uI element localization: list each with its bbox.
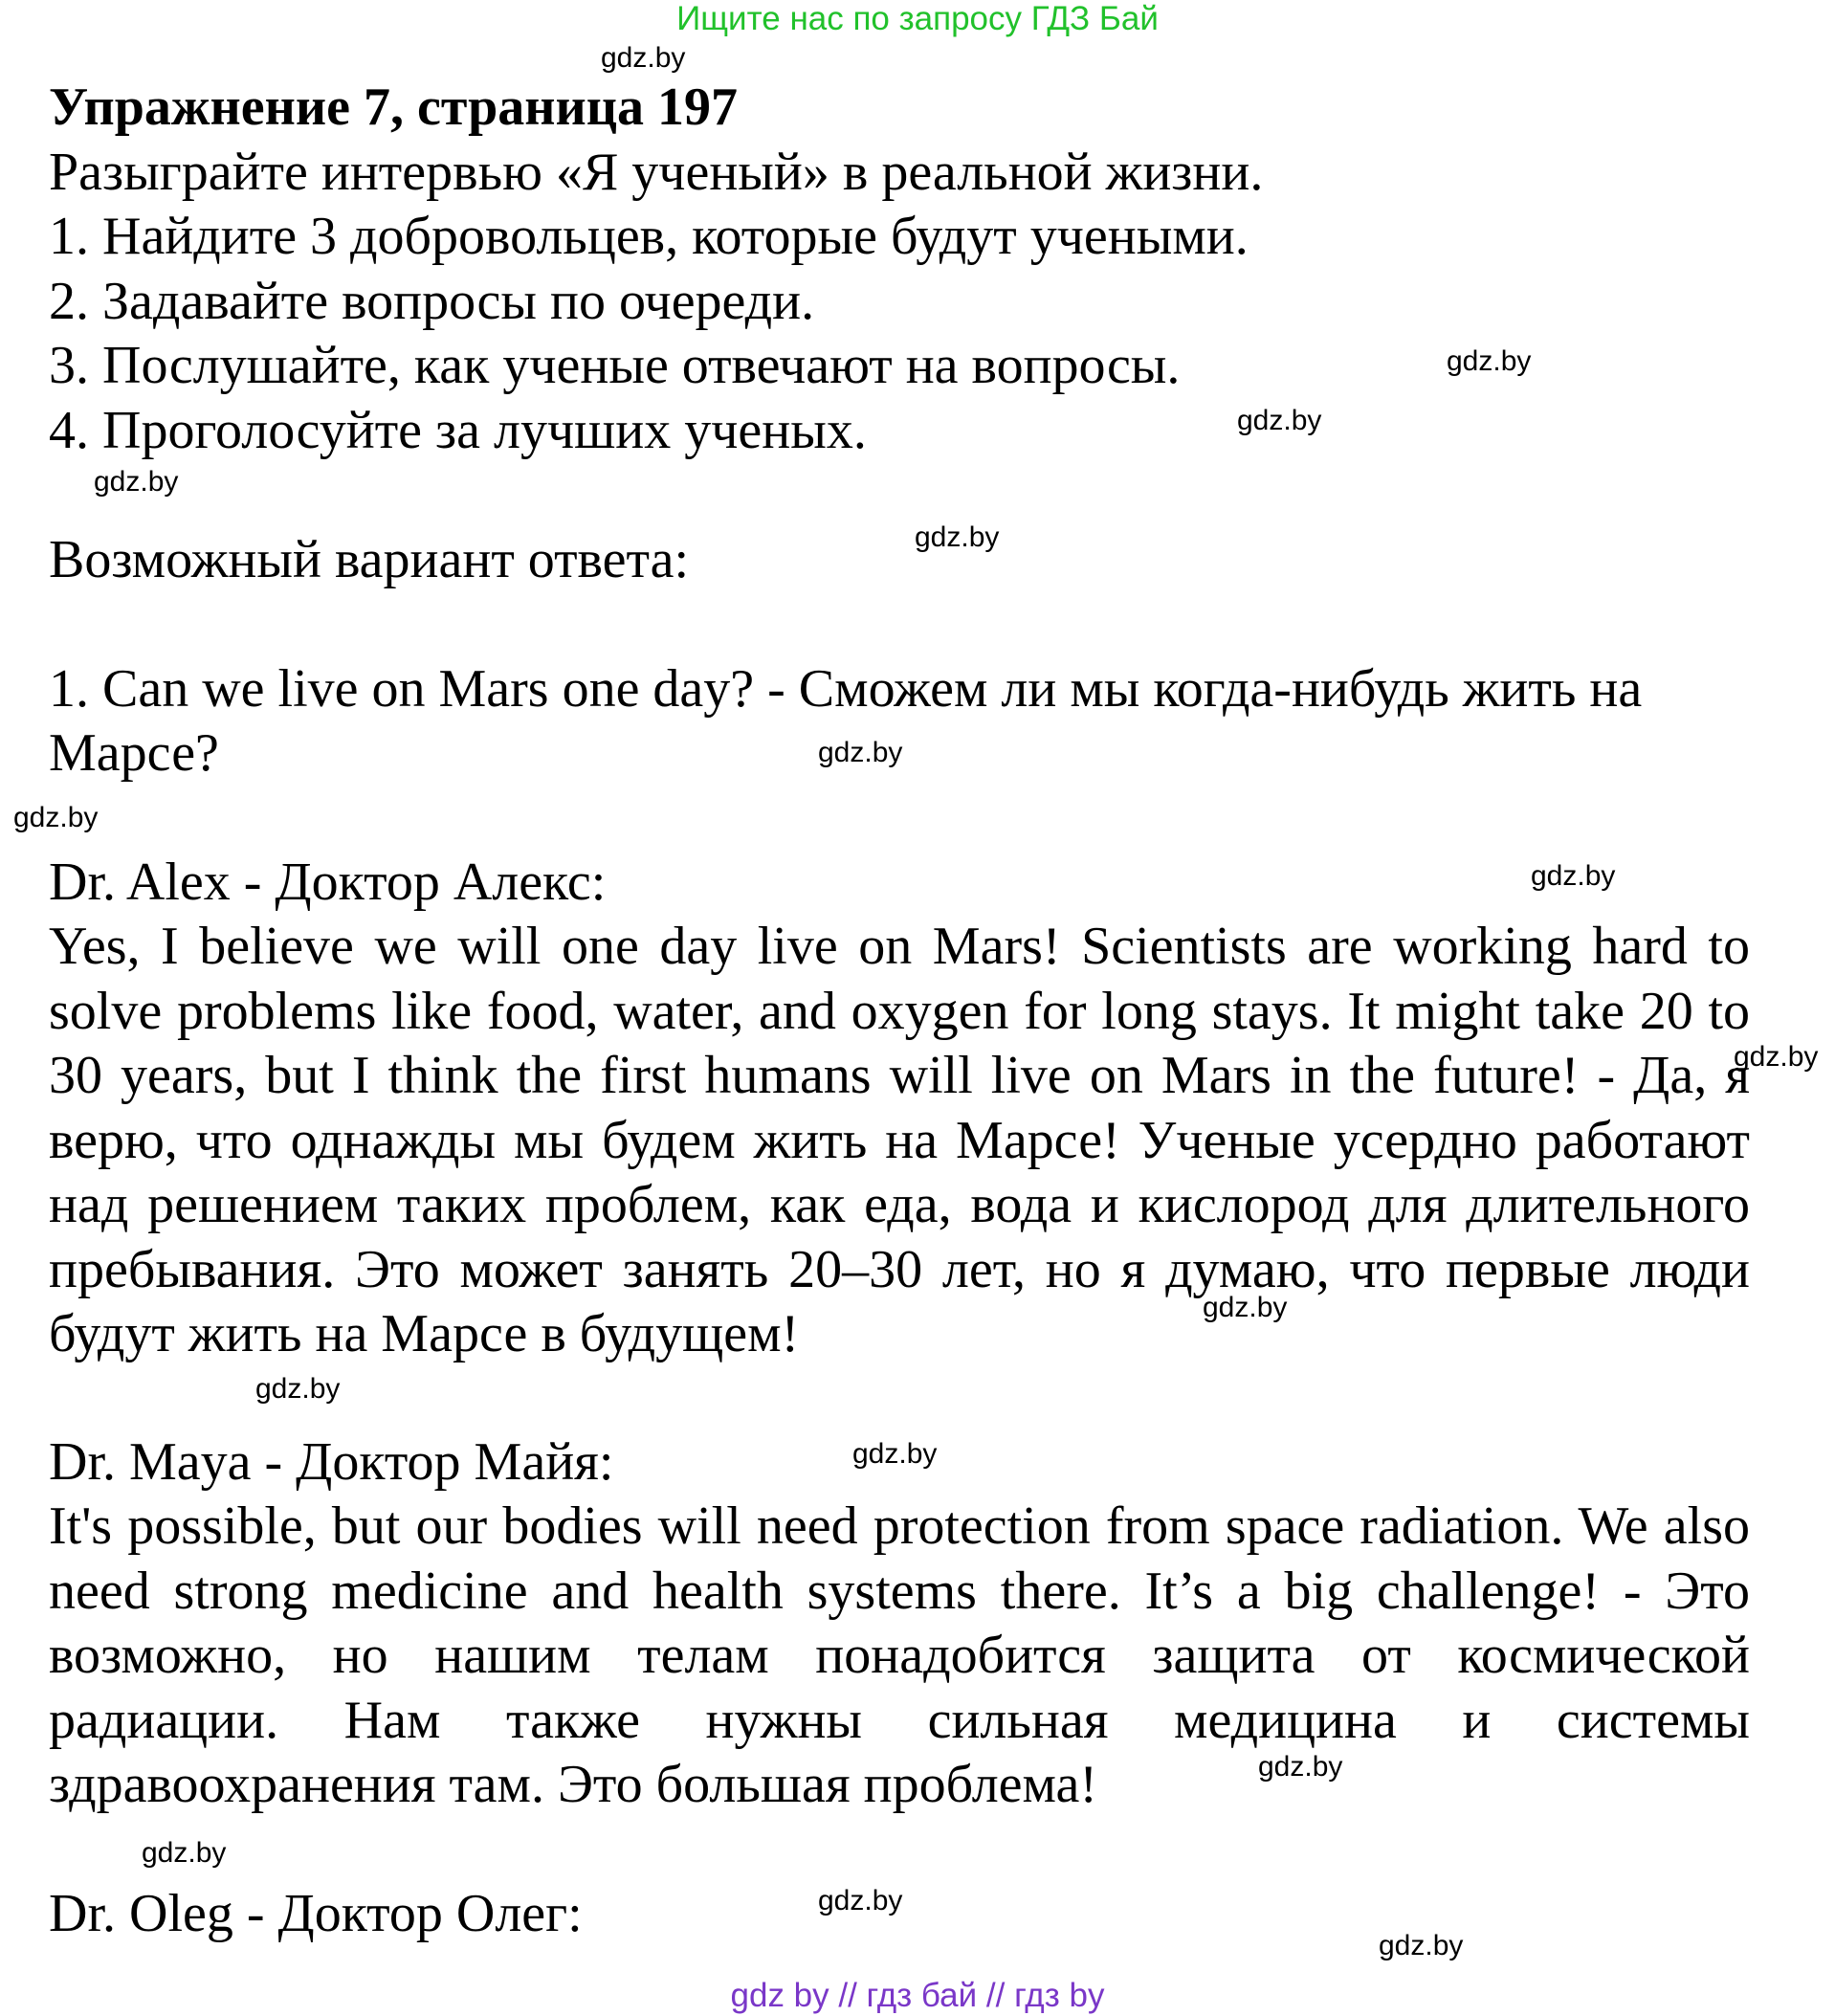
task-intro: Разыграйте интервью «Я ученый» в реальной жизни. xyxy=(49,142,1264,202)
watermark: gdz.by xyxy=(1531,860,1616,892)
watermark: gdz.by xyxy=(818,1885,903,1916)
speaker-name: Dr. Maya - Доктор Майя: xyxy=(49,1431,614,1492)
watermark: gdz.by xyxy=(255,1373,341,1405)
watermark: gdz.by xyxy=(94,466,179,498)
exercise-title: Упражнение 7, страница 197 xyxy=(49,78,739,137)
task-step: 2. Задавайте вопросы по очереди. xyxy=(49,271,815,331)
watermark: gdz.by xyxy=(1203,1292,1288,1323)
speaker-answer: Yes, I believe we will one day live on Mars! Scientists are working hard to solve problems like food, water, and oxygen for long stays. It might take 20 to 30 years, but I think the first humans will live on Mars in the future! - Да, я верю, что однажды мы будем жить на Марсе! Ученые усердно работают над решением таких проблем, как еда, вода и кислород для длительного пребывания. Это может занять 20–30 лет, но я думаю, что первые люди будут жить на Марсе в будущем! xyxy=(49,917,1750,1363)
watermark: gdz.by xyxy=(1237,405,1322,436)
speaker-answer: It's possible, but our bodies will need protection from space radiation. We also need strong medicine and health systems there. It’s a big challenge! - Это возможно, но нашим телам понадобится защита от космической радиации. Нам также нужны сильная медицина и системы здравоохранения там. Это большая проблема! xyxy=(49,1496,1750,1814)
watermark: gdz.by xyxy=(1447,345,1532,377)
watermark: gdz.by xyxy=(142,1837,227,1869)
task-step: 3. Послушайте, как ученые отвечают на вопросы. xyxy=(49,336,1181,395)
speaker-name: Dr. Alex - Доктор Алекс: xyxy=(49,852,607,912)
task-step: 1. Найдите 3 добровольцев, которые будут учеными. xyxy=(49,207,1249,266)
watermark: gdz.by xyxy=(13,802,99,833)
watermark: gdz.by xyxy=(1258,1751,1343,1783)
task-step: 4. Проголосуйте за лучших ученых. xyxy=(49,400,867,460)
watermark: gdz.by xyxy=(1734,1041,1819,1073)
site-footer: gdz by // гдз бай // гдз by xyxy=(730,1977,1105,2014)
site-banner: Ищите нас по запросу ГДЗ Бай xyxy=(676,0,1159,37)
watermark: gdz.by xyxy=(915,521,1000,553)
watermark: gdz.by xyxy=(601,42,686,74)
question: 1. Can we live on Mars one day? - Сможем ли мы когда-нибудь жить на Марсе? xyxy=(49,658,1643,783)
answer-heading: Возможный вариант ответа: xyxy=(49,530,690,589)
watermark: gdz.by xyxy=(1379,1930,1464,1961)
speaker-name: Dr. Oleg - Доктор Олег: xyxy=(49,1883,583,1943)
watermark: gdz.by xyxy=(818,737,903,768)
watermark: gdz.by xyxy=(852,1438,938,1470)
